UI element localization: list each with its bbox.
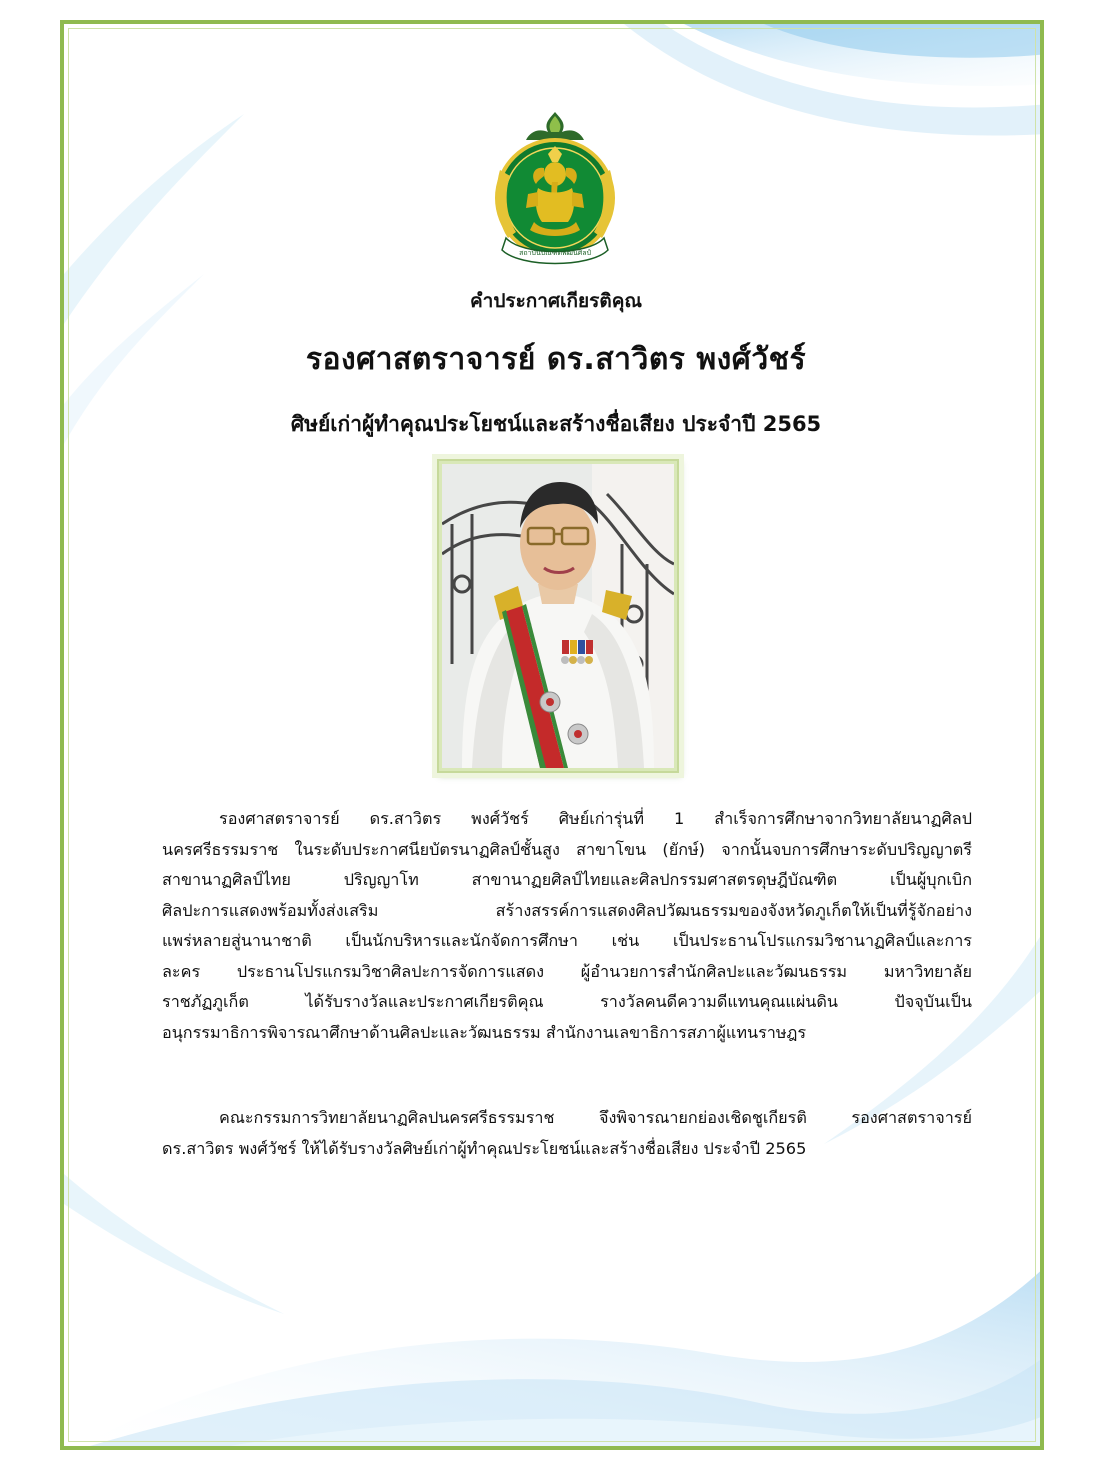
award-title: ศิษย์เก่าผู้ทำคุณประโยชน์และสร้างชื่อเสียง ประจำปี 2565 — [290, 412, 822, 436]
citation-line: แพร่หลายสู่นานาชาติ เป็นนักบริหารและนักจัดการศึกษา เช่น เป็นประธานโปรแกรมวิชานาฏศิลป์และการ — [162, 931, 972, 950]
citation-line: นครศรีธรรมราช ในระดับประกาศนียบัตรนาฏศิลป์ชั้นสูง สาขาโขน (ยักษ์) จากนั้นจบการศึกษาระดับปริญญาตรี — [162, 839, 972, 859]
institution-seal-logo — [492, 110, 618, 270]
announcement-kicker: คำประกาศเกียรติคุณ — [469, 290, 643, 312]
citation-line: อนุกรรมาธิการพิจารณาศึกษาด้านศิลปะและวัฒนธรรม สำนักงานเลขาธิการสภาผู้แทนราษฎร — [162, 1022, 807, 1042]
citation-paragraph-1 — [162, 804, 972, 1048]
citation-paragraph-2 — [162, 1103, 972, 1164]
citation-line: ศิลปะการแสดงพร้อมทั้งส่งเสริม สร้างสรรค์การแสดงศิลปวัฒนธรรมของจังหวัดภูเก็ตให้เป็นที่รู้จักอย่าง — [162, 900, 972, 920]
citation-line: ราชภัฏภูเก็ต ได้รับรางวัลและประกาศเกียรติคุณ รางวัลคนดีความดีแทนคุณแผ่นดิน ปัจจุบันเป็น — [162, 992, 972, 1011]
honoree-portrait-frame — [437, 459, 679, 773]
honoree-name: รองศาสตราจารย์ ดร.สาวิตร พงศ์วัชร์ — [305, 342, 807, 377]
certificate-page — [60, 20, 1044, 1450]
citation-line: ละคร ประธานโปรแกรมวิชาศิลปะการจัดการแสดง ผู้อำนวยการสำนักศิลปะและวัฒนธรรม มหาวิทยาลัย — [162, 961, 972, 981]
citation-line: ดร.สาวิตร พงศ์วัชร์ ให้ได้รับรางวัลศิษย์เก่าผู้ทำคุณประโยชน์และสร้างชื่อเสียง ประจำปี 2565 — [162, 1138, 807, 1158]
citation-line: สาขานาฏศิลป์ไทย ปริญญาโท สาขานาฏยศิลป์ไทยและศิลปกรรมศาสตรดุษฎีบัณฑิต เป็นผู้บุกเบิก — [162, 870, 972, 889]
seal-banner-text: สถาบันบัณฑิตพัฒนศิลป์ — [519, 249, 591, 257]
citation-line: คณะกรรมการวิทยาลัยนาฏศิลปนครศรีธรรมราช จึงพิจารณายกย่องเชิดชูเกียรติ รองศาสตราจารย์ — [219, 1108, 972, 1127]
honoree-portrait-photo — [442, 464, 674, 768]
citation-line: รองศาสตราจารย์ ดร.สาวิตร พงศ์วัชร์ ศิษย์เก่ารุ่นที่ 1 สำเร็จการศึกษาจากวิทยาลัยนาฏศิลป — [219, 809, 972, 828]
